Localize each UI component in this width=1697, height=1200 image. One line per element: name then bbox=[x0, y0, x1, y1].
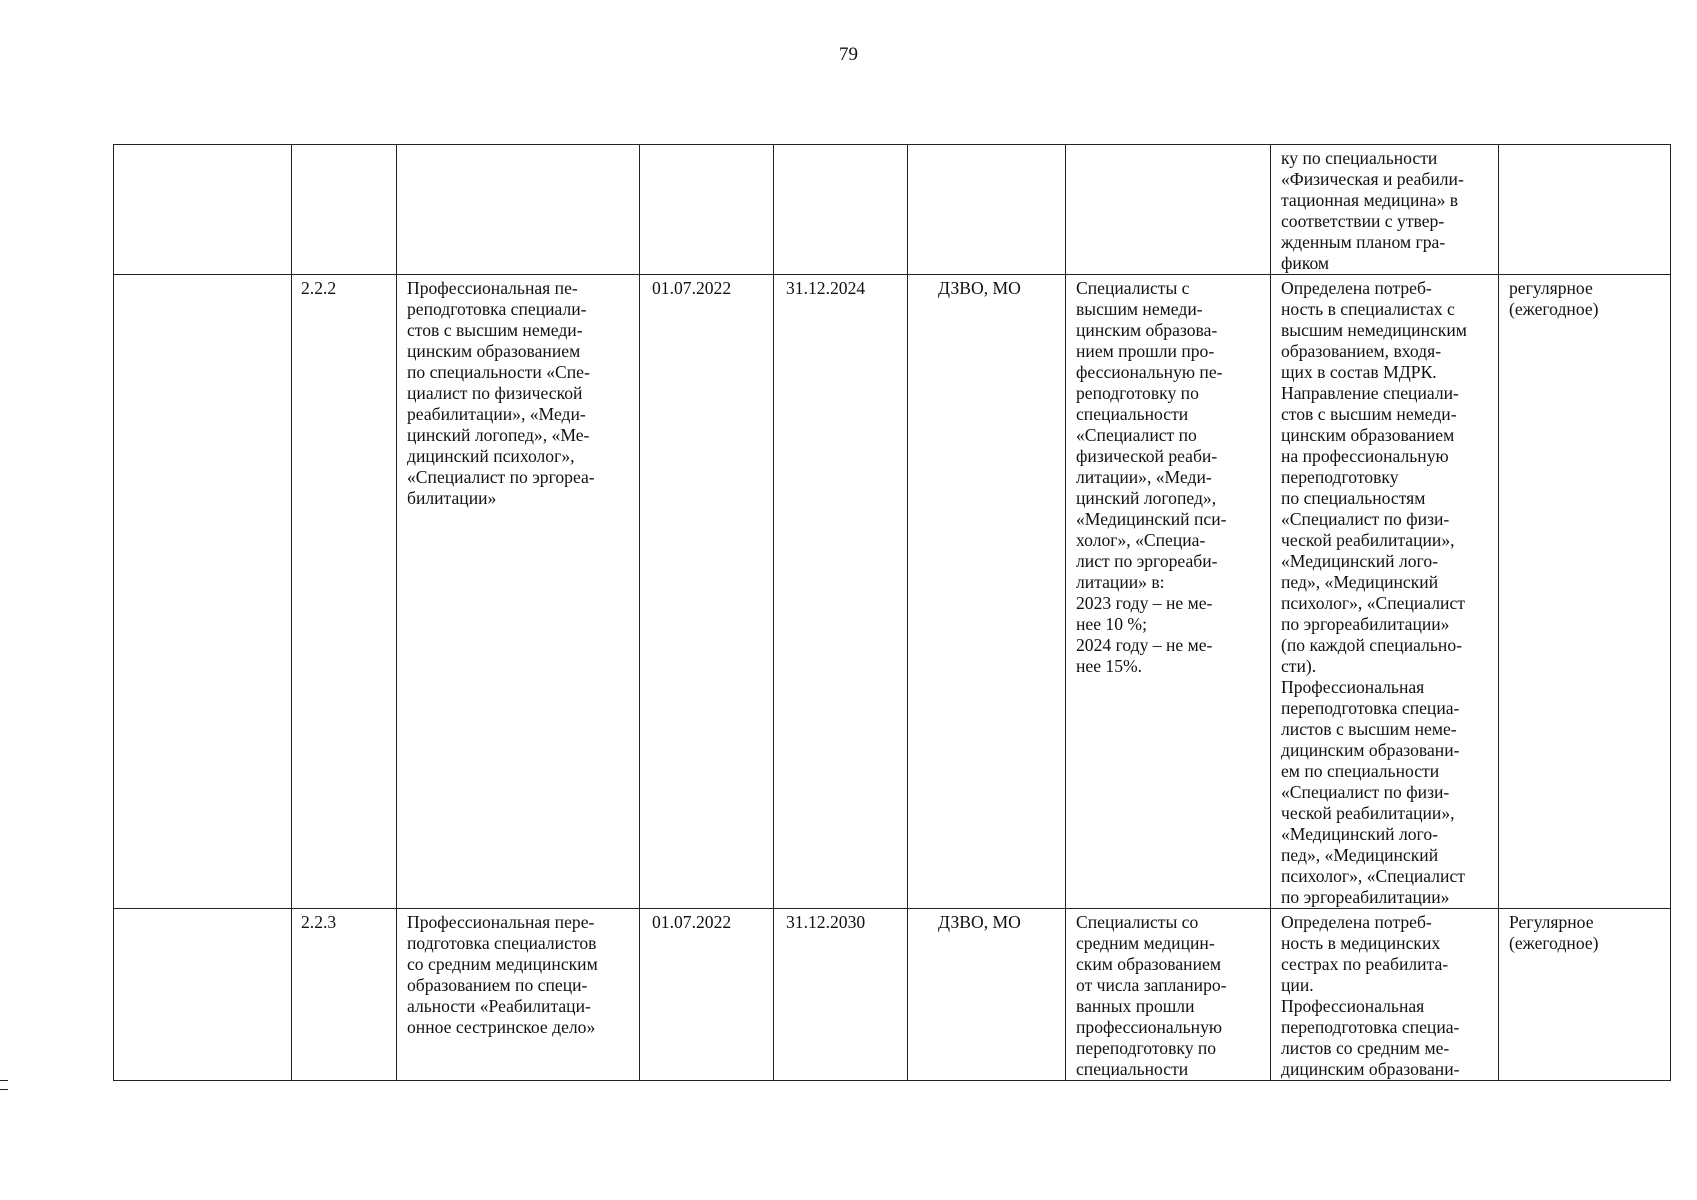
item-number-cell: 2.2.2 bbox=[292, 275, 397, 909]
table-row bbox=[114, 909, 1671, 1081]
item-number-cell bbox=[292, 145, 397, 275]
result-cell: Определена потреб- ность в специалистах с высшим немедицинским образованием, входя- щих в состав МДРК. Направление специали- стов с высшим немеди- цинским образованием на профессиональную переподготовку по специальностям «Специалист по физи- ческой реабилитации», «Медицинский лого- пед», «Медицинский психолог», «Специалист по эргореабилитации» (по каждой специально- сти). Профессиональная переподготовка специа- листов с высшим неме- дицинским образовани- ем по специальности «Специалист по физи- ческой реабилитации», «Медицинский лого- пед», «Медицинский психолог», «Специалист по эргореабилитации» bbox=[1271, 275, 1499, 909]
executor-cell: ДЗВО, МО bbox=[908, 275, 1066, 909]
table-row bbox=[114, 145, 1671, 275]
end-date-cell: 31.12.2024 bbox=[774, 275, 908, 909]
executor-cell bbox=[908, 145, 1066, 275]
start-date-cell: 01.07.2022 bbox=[640, 909, 774, 1081]
executor-cell: ДЗВО, МО bbox=[908, 909, 1066, 1081]
blank-cell bbox=[114, 275, 292, 909]
indicator-cell: Специалисты с высшим немеди- цинским образова- нием прошли про- фессиональную пе- реподготовку по специальности «Специалист по физической реаби- литации», «Меди- цинский логопед», «Медицинский пси- холог», «Специа- лист по эргореаби- литации» в: 2023 году – не ме- нее 10 %; 2024 году – не ме- нее 15%. bbox=[1066, 275, 1271, 909]
scan-edge-mark bbox=[0, 1080, 8, 1090]
periodicity-cell: регулярное (ежегодное) bbox=[1499, 275, 1671, 909]
page-number: 79 bbox=[839, 44, 858, 65]
indicator-cell: Специалисты со средним медицин- ским образованием от числа запланиро- ванных прошли профессиональную переподготовку по специальности bbox=[1066, 909, 1271, 1081]
end-date-cell: 31.12.2030 bbox=[774, 909, 908, 1081]
item-number-cell: 2.2.3 bbox=[292, 909, 397, 1081]
start-date-cell: 01.07.2022 bbox=[640, 275, 774, 909]
result-cell: Определена потреб- ность в медицинских сестрах по реабилита- ции. Профессиональная переподготовка специа- листов со средним ме- дицинским образовани- bbox=[1271, 909, 1499, 1081]
action-cell: Профессиональная пе- реподготовка специали- стов с высшим немеди- цинским образованием по специальности «Спе- циалист по физической реабилитации», «Меди- цинский логопед», «Ме- дицинский психолог», «Специалист по эргореа- билитации» bbox=[397, 275, 640, 909]
measures-table bbox=[113, 144, 1671, 1081]
result-cell: ку по специальности «Физическая и реабили- тационная медицина» в соответствии с утвер- жденным планом гра- фиком bbox=[1271, 145, 1499, 275]
action-cell bbox=[397, 145, 640, 275]
periodicity-cell: Регулярное (ежегодное) bbox=[1499, 909, 1671, 1081]
start-date-cell bbox=[640, 145, 774, 275]
table-row bbox=[114, 275, 1671, 909]
blank-cell bbox=[114, 145, 292, 275]
end-date-cell bbox=[774, 145, 908, 275]
blank-cell bbox=[114, 909, 292, 1081]
indicator-cell bbox=[1066, 145, 1271, 275]
action-cell: Профессиональная пере- подготовка специалистов со средним медицинским образованием по специ- альности «Реабилитаци- онное сестринское дело» bbox=[397, 909, 640, 1081]
periodicity-cell bbox=[1499, 145, 1671, 275]
